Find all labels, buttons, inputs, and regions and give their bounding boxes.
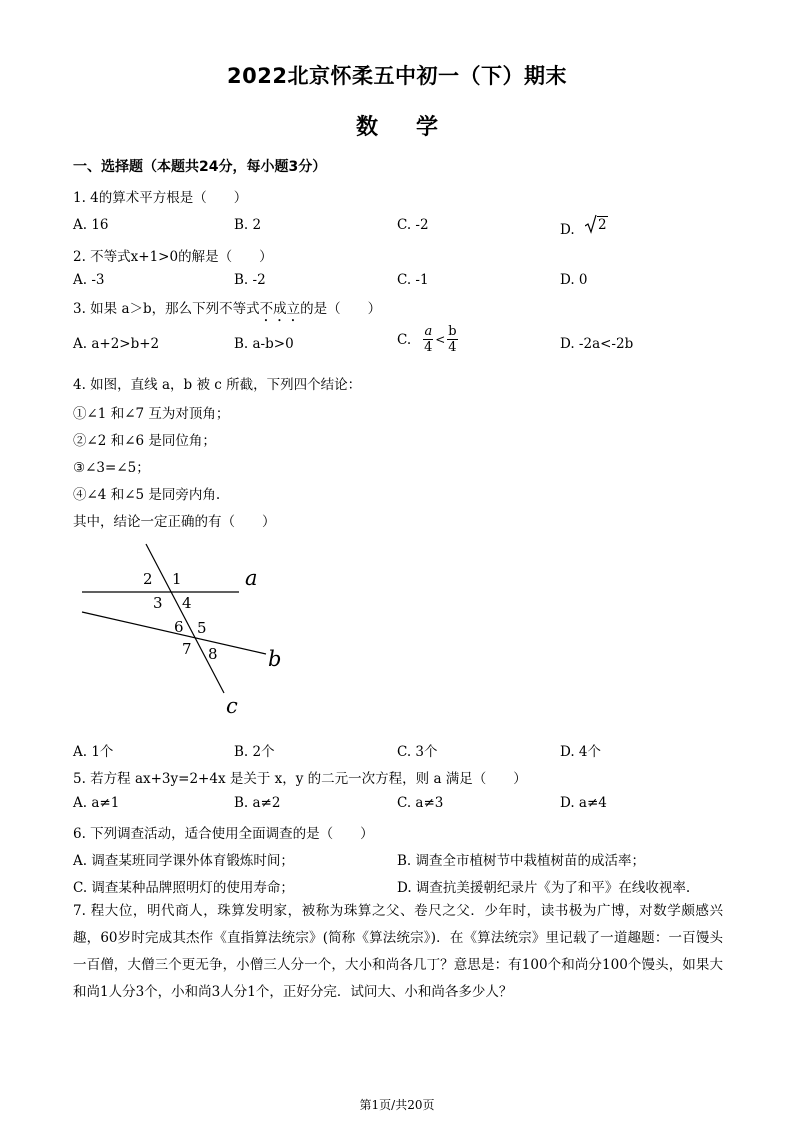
angle-label-1: 1: [172, 570, 182, 588]
q5-option-c: C. a≠3: [397, 795, 444, 811]
q2-option-d: D. 0: [560, 272, 588, 288]
question-6-stem: 6. 下列调查活动，适合使用全面调查的是（ ）: [73, 826, 374, 842]
sqrt-radicand: 2: [597, 217, 607, 233]
page-footer: 第1页/共20页: [359, 1098, 435, 1112]
q3-stem-prefix: 3. 如果 a＞b，那么下列不等式: [73, 301, 260, 317]
angle-label-4: 4: [182, 594, 192, 612]
q3-option-a: A. a+2>b+2: [73, 336, 160, 352]
question-1-stem: 1. 4的算术平方根是（ ）: [73, 190, 248, 206]
q1-option-c: C. -2: [397, 217, 429, 233]
q3-option-b: B. a-b>0: [234, 336, 294, 352]
q4-ask: 其中，结论一定正确的有（ ）: [73, 514, 276, 530]
angle-label-5: 5: [197, 619, 207, 637]
line-label-b: b: [268, 647, 282, 671]
q4-option-a: A. 1个: [73, 744, 114, 760]
q5-option-a: A. a≠1: [73, 795, 120, 811]
question-4-stem: 4. 如图，直线 a，b 被 c 所截，下列四个结论：: [73, 377, 362, 393]
q3-option-c: [397, 324, 460, 355]
q2-option-b: B. -2: [234, 272, 266, 288]
q4-option-b: B. 2个: [234, 744, 275, 760]
angle-label-8: 8: [208, 645, 218, 663]
fraction-right: [447, 324, 457, 355]
frac-right-num: b: [448, 324, 457, 339]
q4-item-2: ②∠2 和∠6 是同位角；: [73, 433, 216, 449]
q2-option-c: C. -1: [397, 272, 429, 288]
q6-option-d: D. 调查抗美援朝纪录片《为了和平》在线收视率.: [397, 880, 691, 896]
q3-option-d: D. -2a<-2b: [560, 336, 634, 352]
q5-option-b: B. a≠2: [234, 795, 281, 811]
page-title: 2022北京怀柔五中初一（下）期末: [227, 64, 567, 88]
q3-stem-suffix: 的是（ ）: [300, 301, 382, 317]
q1-option-a: A. 16: [73, 217, 109, 233]
q1-option-b: B. 2: [234, 217, 262, 233]
line-label-c: c: [226, 694, 238, 718]
frac-right-den: 4: [448, 340, 457, 355]
angle-label-3: 3: [153, 594, 163, 612]
fraction-left: [423, 324, 433, 355]
q4-item-4: ④∠4 和∠5 是同旁内角.: [73, 487, 221, 503]
q4-option-d: D. 4个: [560, 744, 602, 760]
frac-left-num: a: [424, 324, 433, 339]
q4-item-3: ③∠3=∠5；: [73, 460, 150, 476]
subject-title: 数学: [355, 115, 476, 140]
line-c: [146, 544, 224, 693]
angle-label-2: 2: [143, 570, 153, 588]
question-5-stem: 5. 若方程 ax+3y=2+4x 是关于 x，y 的二元一次方程，则 a 满足（ ）: [73, 771, 527, 787]
q3-option-c-label: C.: [397, 331, 412, 348]
line-label-a: a: [245, 566, 258, 590]
question-7-text: 7. 程大位，明代商人，珠算发明家，被称为珠算之父、卷尺之父．少年时，读书极为广博，对数学颇感兴趣，60岁时完成其杰作《直指算法统宗》(简称《算法统宗》)．在《算法统宗》里记载了一道趣题：一百馒头一百僧，大僧三个更无争，小僧三人分一个，大小和尚各几丁？意思是：有100个和尚分100个馒头，如果大和尚1人分3个，小和尚3人分1个，正好分完．试问大、小和尚各多少人？: [73, 903, 723, 1000]
angle-label-6: 6: [174, 618, 184, 636]
q6-option-c: C. 调查某种品牌照明灯的使用寿命；: [73, 880, 294, 896]
question-3-stem: [73, 297, 381, 325]
question-2-stem: 2. 不等式x+1>0的解是（ ）: [73, 249, 273, 265]
q6-option-b: B. 调查全市植树节中栽植树苗的成活率；: [397, 853, 646, 869]
q1-option-d-label: D.: [560, 222, 575, 238]
section-heading: 一、选择题（本题共24分，每小题3分）: [73, 159, 327, 175]
q1-option-d: [560, 214, 608, 238]
sqrt-symbol: [585, 214, 608, 234]
q6-option-a: A. 调查某班同学课外体育锻炼时间；: [73, 853, 294, 869]
q4-item-1: ①∠1 和∠7 互为对顶角；: [73, 406, 230, 422]
frac-left-den: 4: [424, 340, 433, 355]
q4-option-c: C. 3个: [397, 744, 438, 760]
q2-option-a: A. -3: [73, 272, 105, 288]
radical-sign-icon: [585, 214, 597, 234]
q3-stem-emphasis: 不成立: [259, 301, 301, 317]
frac-operator: <: [435, 332, 446, 347]
q5-option-d: D. a≠4: [560, 795, 607, 811]
angle-label-7: 7: [182, 640, 192, 658]
transversal-figure: [73, 536, 303, 721]
